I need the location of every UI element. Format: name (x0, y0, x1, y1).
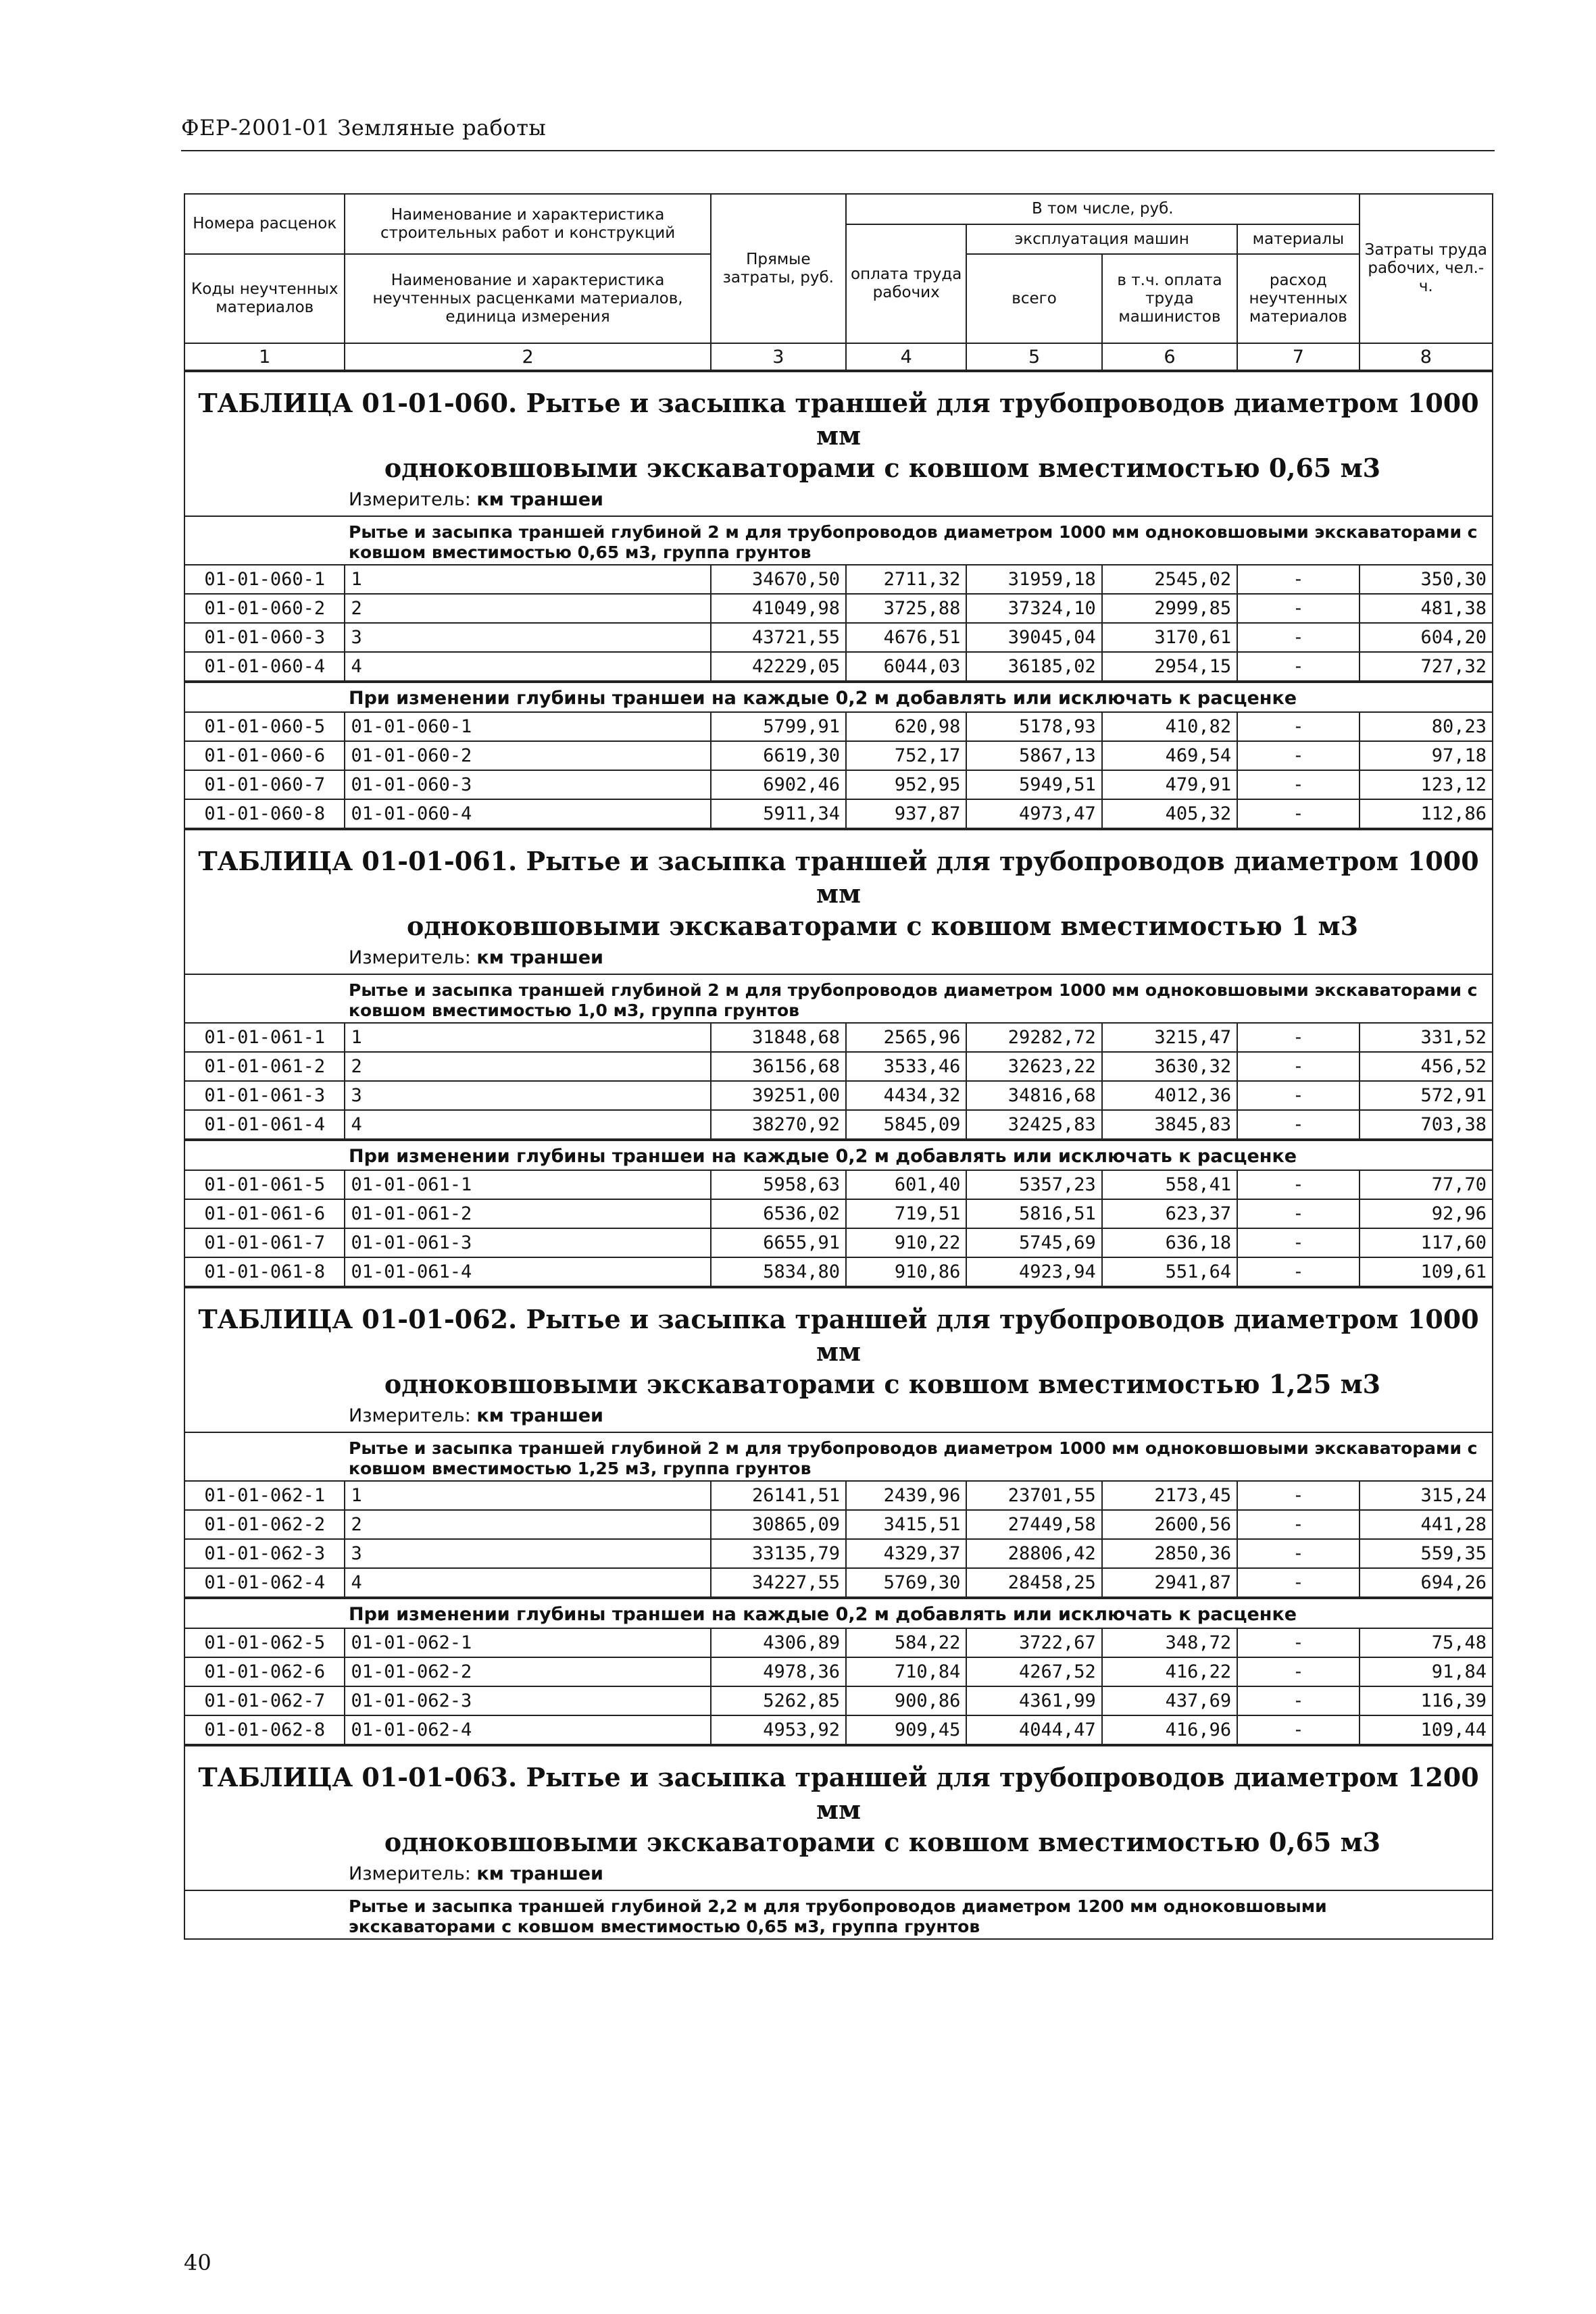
table-cell: 909,45 (846, 1715, 966, 1744)
table-row (185, 1170, 1492, 1199)
table-cell: 3533,46 (846, 1052, 966, 1081)
table-row (185, 799, 1492, 828)
table-cell: 350,30 (1360, 565, 1492, 594)
table-cell: 2545,02 (1102, 565, 1237, 594)
rates-rows (185, 1169, 1492, 1287)
col-num: 6 (1102, 343, 1237, 370)
table-cell: 01-01-060-6 (185, 741, 345, 770)
table-cell: 97,18 (1360, 741, 1492, 770)
table-row (185, 1628, 1492, 1657)
rates-rows (185, 1628, 1492, 1745)
table-cell: 01-01-062-4 (185, 1568, 345, 1597)
table-cell: 4361,99 (966, 1686, 1101, 1715)
table-cell: 01-01-061-4 (345, 1257, 710, 1286)
table-cell: 117,60 (1360, 1228, 1492, 1257)
table-cell: 4329,37 (846, 1539, 966, 1568)
table-cell: 4434,32 (846, 1081, 966, 1110)
rates-rows (185, 1480, 1492, 1598)
table-cell: 6902,46 (711, 770, 846, 799)
table-section (185, 829, 1492, 1287)
table-cell: 559,35 (1360, 1539, 1492, 1568)
table-cell: 1 (345, 1023, 710, 1052)
table-cell: 2999,85 (1102, 594, 1237, 623)
table-cell: 2941,87 (1102, 1568, 1237, 1597)
table-cell: 5357,23 (966, 1170, 1101, 1199)
table-cell: 348,72 (1102, 1628, 1237, 1657)
table-row (185, 770, 1492, 799)
table-cell: 01-01-062-4 (345, 1715, 710, 1744)
table-title-line1: ТАБЛИЦА 01-01-061. Рытье и засыпка траншей для трубопроводов диаметром 1000 мм (198, 846, 1479, 909)
table-cell: 01-01-061-3 (185, 1081, 345, 1110)
table-cell: 6655,91 (711, 1228, 846, 1257)
table-cell: 26141,51 (711, 1481, 846, 1510)
meter-value: км траншеи (476, 1863, 603, 1884)
table-row (185, 1228, 1492, 1257)
col-num: 3 (711, 343, 846, 370)
table-cell: - (1237, 1257, 1359, 1286)
meter-label: Измеритель: (349, 947, 471, 968)
table-cell: 01-01-060-5 (185, 712, 345, 741)
table-cell: - (1237, 712, 1359, 741)
table-cell: 4978,36 (711, 1657, 846, 1686)
table-cell: 01-01-060-3 (345, 770, 710, 799)
table-cell: - (1237, 623, 1359, 652)
table-cell: 3 (345, 1539, 710, 1568)
table-cell: 331,52 (1360, 1023, 1492, 1052)
table-cell: - (1237, 1657, 1359, 1686)
table-cell: 4012,36 (1102, 1081, 1237, 1110)
table-row (185, 652, 1492, 681)
table-cell: 32623,22 (966, 1052, 1101, 1081)
table-cell: 2 (345, 1510, 710, 1539)
table-row (185, 1257, 1492, 1286)
table-row (185, 1657, 1492, 1686)
table-cell: - (1237, 565, 1359, 594)
table-row (185, 741, 1492, 770)
header-col2-bottom: Наименование и характеристика неучтенных расценками материалов, единица измерения (345, 254, 710, 343)
table-cell: 5958,63 (711, 1170, 846, 1199)
table-cell: 01-01-061-5 (185, 1170, 345, 1199)
table-cell: 36156,68 (711, 1052, 846, 1081)
page-number: 40 (184, 2250, 211, 2275)
table-cell: 33135,79 (711, 1539, 846, 1568)
table-row (185, 1568, 1492, 1597)
table-cell: 710,84 (846, 1657, 966, 1686)
table-cell: 39045,04 (966, 623, 1101, 652)
table-cell: - (1237, 741, 1359, 770)
table-cell: 456,52 (1360, 1052, 1492, 1081)
table-cell: 01-01-061-3 (345, 1228, 710, 1257)
table-meter (185, 1401, 1492, 1433)
header-col4: оплата труда рабочих (846, 224, 966, 343)
table-title (185, 1746, 1492, 1859)
table-cell: 4973,47 (966, 799, 1101, 828)
table-cell: 01-01-060-7 (185, 770, 345, 799)
table-cell: 441,28 (1360, 1510, 1492, 1539)
table-cell: 4 (345, 1568, 710, 1597)
meter-value: км траншеи (476, 947, 603, 968)
table-cell: 91,84 (1360, 1657, 1492, 1686)
table-cell: 703,38 (1360, 1110, 1492, 1139)
table-subheading: Рытье и засыпка траншей глубиной 2 м для трубопроводов диаметром 1000 мм одноковшовыми экскаваторами с ковшом вместимостью 0,65 м3, группа грунтов (349, 522, 1478, 562)
table-subheading: Рытье и засыпка траншей глубиной 2 м для трубопроводов диаметром 1000 мм одноковшовыми экскаваторами с ковшом вместимостью 1,0 м3, группа грунтов (349, 980, 1478, 1020)
table-row (185, 1510, 1492, 1539)
header-col6: в т.ч. оплата труда машинистов (1102, 254, 1237, 343)
table-cell: 752,17 (846, 741, 966, 770)
table-cell: 4953,92 (711, 1715, 846, 1744)
table-cell: - (1237, 770, 1359, 799)
table-title (185, 830, 1492, 942)
table-cell: - (1237, 1510, 1359, 1539)
table-cell: 30865,09 (711, 1510, 846, 1539)
meter-label: Измеритель: (349, 1863, 471, 1884)
table-cell: - (1237, 1199, 1359, 1228)
table-cell: 92,96 (1360, 1199, 1492, 1228)
table-cell: 123,12 (1360, 770, 1492, 799)
table-cell: 3845,83 (1102, 1110, 1237, 1139)
table-cell: 3170,61 (1102, 623, 1237, 652)
table-section (185, 1745, 1492, 1940)
table-cell: 4306,89 (711, 1628, 846, 1657)
table-cell: 75,48 (1360, 1628, 1492, 1657)
table-cell: 2711,32 (846, 565, 966, 594)
table-cell: 28458,25 (966, 1568, 1101, 1597)
table-cell: 410,82 (1102, 712, 1237, 741)
table-cell: 5178,93 (966, 712, 1101, 741)
table-cell: 315,24 (1360, 1481, 1492, 1510)
table-cell: 727,32 (1360, 652, 1492, 681)
meter-value: км траншеи (476, 489, 603, 510)
table-cell: 01-01-061-1 (345, 1170, 710, 1199)
header-col3: Прямые затраты, руб. (711, 195, 846, 343)
table-cell: - (1237, 1715, 1359, 1744)
table-cell: 41049,98 (711, 594, 846, 623)
table-cell: 4676,51 (846, 623, 966, 652)
table-meter (185, 1859, 1492, 1891)
table-cell: 01-01-060-2 (185, 594, 345, 623)
table-cell: 5745,69 (966, 1228, 1101, 1257)
table-cell: 558,41 (1102, 1170, 1237, 1199)
table-cell: 42229,05 (711, 652, 846, 681)
table-cell: 5911,34 (711, 799, 846, 828)
table-cell: 694,26 (1360, 1568, 1492, 1597)
table-cell: 910,22 (846, 1228, 966, 1257)
table-cell: 5834,80 (711, 1257, 846, 1286)
table-cell: 6044,03 (846, 652, 966, 681)
table-row (185, 1023, 1492, 1052)
table-cell: 620,98 (846, 712, 966, 741)
header-rule (181, 150, 1495, 151)
table-cell: 31848,68 (711, 1023, 846, 1052)
table-cell: 32425,83 (966, 1110, 1101, 1139)
table-row (185, 1539, 1492, 1568)
table-cell: 437,69 (1102, 1686, 1237, 1715)
table-meter (185, 484, 1492, 517)
table-cell: - (1237, 1052, 1359, 1081)
table-cell: 4 (345, 652, 710, 681)
meter-label: Измеритель: (349, 489, 471, 510)
table-cell: 01-01-062-3 (185, 1539, 345, 1568)
table-cell: 2600,56 (1102, 1510, 1237, 1539)
table-cell: 01-01-061-4 (185, 1110, 345, 1139)
table-cell: 5816,51 (966, 1199, 1101, 1228)
table-cell: 4923,94 (966, 1257, 1101, 1286)
col-num: 5 (966, 343, 1101, 370)
table-cell: - (1237, 1023, 1359, 1052)
table-cell: 27449,58 (966, 1510, 1101, 1539)
table-cell: 77,70 (1360, 1170, 1492, 1199)
table-cell: 416,22 (1102, 1657, 1237, 1686)
rates-table (184, 193, 1493, 1940)
table-cell: 01-01-061-1 (185, 1023, 345, 1052)
table-cell: - (1237, 1628, 1359, 1657)
table-cell: 584,22 (846, 1628, 966, 1657)
table-cell: 952,95 (846, 770, 966, 799)
table-cell: 1 (345, 1481, 710, 1510)
table-cell: 109,61 (1360, 1257, 1492, 1286)
table-subheading-adjust: При изменении глубины траншеи на каждые 0,2 м добавлять или исключать к расценке (185, 682, 1492, 711)
rates-rows (185, 711, 1492, 829)
table-cell: 4044,47 (966, 1715, 1101, 1744)
table-cell: 01-01-060-8 (185, 799, 345, 828)
table-cell: 3 (345, 1081, 710, 1110)
meter-label: Измеритель: (349, 1405, 471, 1426)
table-cell: 01-01-062-7 (185, 1686, 345, 1715)
header-col5: всего (966, 254, 1101, 343)
table-cell: 01-01-060-2 (345, 741, 710, 770)
table-cell: 80,23 (1360, 712, 1492, 741)
table-row (185, 1052, 1492, 1081)
table-cell: 01-01-062-8 (185, 1715, 345, 1744)
table-cell: 2850,36 (1102, 1539, 1237, 1568)
table-cell: 2439,96 (846, 1481, 966, 1510)
table-title-line1: ТАБЛИЦА 01-01-063. Рытье и засыпка траншей для трубопроводов диаметром 1200 мм (198, 1762, 1479, 1825)
table-cell: 01-01-061-8 (185, 1257, 345, 1286)
table-cell: 481,38 (1360, 594, 1492, 623)
table-cell: 5867,13 (966, 741, 1101, 770)
rates-rows (185, 564, 1492, 682)
running-header: ФЕР-2001-01 Земляные работы (181, 115, 547, 141)
table-section (185, 1287, 1492, 1745)
table-cell: 01-01-062-3 (345, 1686, 710, 1715)
header-col1-bottom: Коды неучтенных материалов (185, 254, 345, 343)
table-cell: 01-01-061-2 (185, 1052, 345, 1081)
table-row (185, 1686, 1492, 1715)
table-cell: 900,86 (846, 1686, 966, 1715)
col-num: 8 (1360, 343, 1492, 370)
rates-rows (185, 1022, 1492, 1140)
meter-value: км траншеи (476, 1405, 603, 1426)
table-cell: 01-01-060-4 (185, 652, 345, 681)
table-cell: 2 (345, 1052, 710, 1081)
table-title-line1: ТАБЛИЦА 01-01-060. Рытье и засыпка траншей для трубопроводов диаметром 1000 мм (198, 388, 1479, 451)
table-cell: - (1237, 594, 1359, 623)
table-cell: 601,40 (846, 1170, 966, 1199)
table-title (185, 372, 1492, 484)
header-col7: расход неучтенных материалов (1237, 254, 1359, 343)
col-num: 1 (185, 343, 345, 370)
table-cell: 3725,88 (846, 594, 966, 623)
table-cell: 112,86 (1360, 799, 1492, 828)
table-cell: - (1237, 1539, 1359, 1568)
table-cell: 01-01-061-6 (185, 1199, 345, 1228)
table-cell: 01-01-062-6 (185, 1657, 345, 1686)
table-cell: 572,91 (1360, 1081, 1492, 1110)
table-cell: 34670,50 (711, 565, 846, 594)
table-cell: 29282,72 (966, 1023, 1101, 1052)
table-cell: 2 (345, 594, 710, 623)
table-cell: 01-01-062-2 (345, 1657, 710, 1686)
table-cell: 3 (345, 623, 710, 652)
table-cell: 5262,85 (711, 1686, 846, 1715)
table-row (185, 1199, 1492, 1228)
table-cell: 01-01-060-1 (185, 565, 345, 594)
table-cell: 6619,30 (711, 741, 846, 770)
table-title (185, 1288, 1492, 1401)
table-subheading-adjust: При изменении глубины траншеи на каждые 0,2 м добавлять или исключать к расценке (185, 1140, 1492, 1169)
table-cell: - (1237, 1081, 1359, 1110)
table-cell: 36185,02 (966, 652, 1101, 681)
table-cell: 3415,51 (846, 1510, 966, 1539)
table-row (185, 623, 1492, 652)
table-subheading-adjust: При изменении глубины траншеи на каждые 0,2 м добавлять или исключать к расценке (185, 1598, 1492, 1628)
table-section (185, 371, 1492, 829)
table-row (185, 1110, 1492, 1139)
table-cell: 2173,45 (1102, 1481, 1237, 1510)
table-cell: 937,87 (846, 799, 966, 828)
table-cell: - (1237, 652, 1359, 681)
table-title-line2: одноковшовыми экскаваторами с ковшом вместимостью 1,25 м3 (384, 1369, 1381, 1399)
table-cell: 23701,55 (966, 1481, 1101, 1510)
table-cell: 01-01-062-5 (185, 1628, 345, 1657)
header-col2-top: Наименование и характеристика строительных работ и конструкций (345, 195, 710, 254)
table-cell: 2565,96 (846, 1023, 966, 1052)
table-cell: 43721,55 (711, 623, 846, 652)
table-cell: 5769,30 (846, 1568, 966, 1597)
table-cell: 109,44 (1360, 1715, 1492, 1744)
header-group-machines: эксплуатация машин (966, 224, 1237, 254)
table-cell: 01-01-060-4 (345, 799, 710, 828)
table-cell: 01-01-062-2 (185, 1510, 345, 1539)
col-num: 2 (345, 343, 710, 370)
table-cell: 28806,42 (966, 1539, 1101, 1568)
table-cell: 604,20 (1360, 623, 1492, 652)
table-subheading: Рытье и засыпка траншей глубиной 2 м для трубопроводов диаметром 1000 мм одноковшовыми экскаваторами с ковшом вместимостью 1,25 м3, группа грунтов (349, 1438, 1478, 1478)
col-num: 4 (846, 343, 966, 370)
table-cell: 01-01-060-1 (345, 712, 710, 741)
table-row (185, 1081, 1492, 1110)
table-title-line2: одноковшовыми экскаваторами с ковшом вместимостью 0,65 м3 (384, 1827, 1381, 1857)
table-cell: 551,64 (1102, 1257, 1237, 1286)
header-group-top: В том числе, руб. (846, 195, 1360, 224)
table-cell: - (1237, 1170, 1359, 1199)
table-cell: 4267,52 (966, 1657, 1101, 1686)
table-cell: 39251,00 (711, 1081, 846, 1110)
table-cell: 37324,10 (966, 594, 1101, 623)
table-cell: - (1237, 1686, 1359, 1715)
table-cell: 34227,55 (711, 1568, 846, 1597)
table-cell: 469,54 (1102, 741, 1237, 770)
table-cell: - (1237, 1481, 1359, 1510)
table-cell: 1 (345, 565, 710, 594)
table-cell: 01-01-062-1 (185, 1481, 345, 1510)
table-meter (185, 942, 1492, 975)
table-cell: 3630,32 (1102, 1052, 1237, 1081)
header-col1-top: Номера расценок (185, 195, 345, 254)
table-cell: 416,96 (1102, 1715, 1237, 1744)
table-row (185, 1715, 1492, 1744)
table-cell: - (1237, 1568, 1359, 1597)
table-cell: 5799,91 (711, 712, 846, 741)
table-cell: - (1237, 1228, 1359, 1257)
table-cell: 623,37 (1102, 1199, 1237, 1228)
table-cell: 479,91 (1102, 770, 1237, 799)
table-cell: 636,18 (1102, 1228, 1237, 1257)
table-row (185, 1481, 1492, 1510)
table-cell: 38270,92 (711, 1110, 846, 1139)
table-cell: 31959,18 (966, 565, 1101, 594)
column-header (185, 195, 1492, 371)
table-cell: 5949,51 (966, 770, 1101, 799)
table-cell: - (1237, 799, 1359, 828)
table-cell: 719,51 (846, 1199, 966, 1228)
table-row (185, 594, 1492, 623)
table-cell: 116,39 (1360, 1686, 1492, 1715)
table-title-line1: ТАБЛИЦА 01-01-062. Рытье и засыпка траншей для трубопроводов диаметром 1000 мм (198, 1304, 1479, 1367)
table-subheading: Рытье и засыпка траншей глубиной 2,2 м для трубопроводов диаметром 1200 мм одноковшовыми экскаваторами с ковшом вместимостью 0,65 м3, группа грунтов (349, 1896, 1327, 1936)
table-cell: 405,32 (1102, 799, 1237, 828)
table-cell: 01-01-060-3 (185, 623, 345, 652)
table-cell: 01-01-061-2 (345, 1199, 710, 1228)
table-title-line2: одноковшовыми экскаваторами с ковшом вместимостью 0,65 м3 (384, 453, 1381, 483)
table-cell: 5845,09 (846, 1110, 966, 1139)
table-row (185, 712, 1492, 741)
table-cell: 01-01-061-7 (185, 1228, 345, 1257)
table-cell: 01-01-062-1 (345, 1628, 710, 1657)
table-cell: 3215,47 (1102, 1023, 1237, 1052)
table-cell: 6536,02 (711, 1199, 846, 1228)
header-col8: Затраты труда рабочих, чел.-ч. (1360, 195, 1492, 343)
table-cell: 3722,67 (966, 1628, 1101, 1657)
table-cell: 4 (345, 1110, 710, 1139)
table-cell: 34816,68 (966, 1081, 1101, 1110)
table-row (185, 565, 1492, 594)
header-group-materials: материалы (1237, 224, 1359, 254)
col-num: 7 (1237, 343, 1359, 370)
table-cell: 2954,15 (1102, 652, 1237, 681)
table-cell: 910,86 (846, 1257, 966, 1286)
table-title-line2: одноковшовыми экскаваторами с ковшом вместимостью 1 м3 (406, 911, 1359, 941)
table-cell: - (1237, 1110, 1359, 1139)
